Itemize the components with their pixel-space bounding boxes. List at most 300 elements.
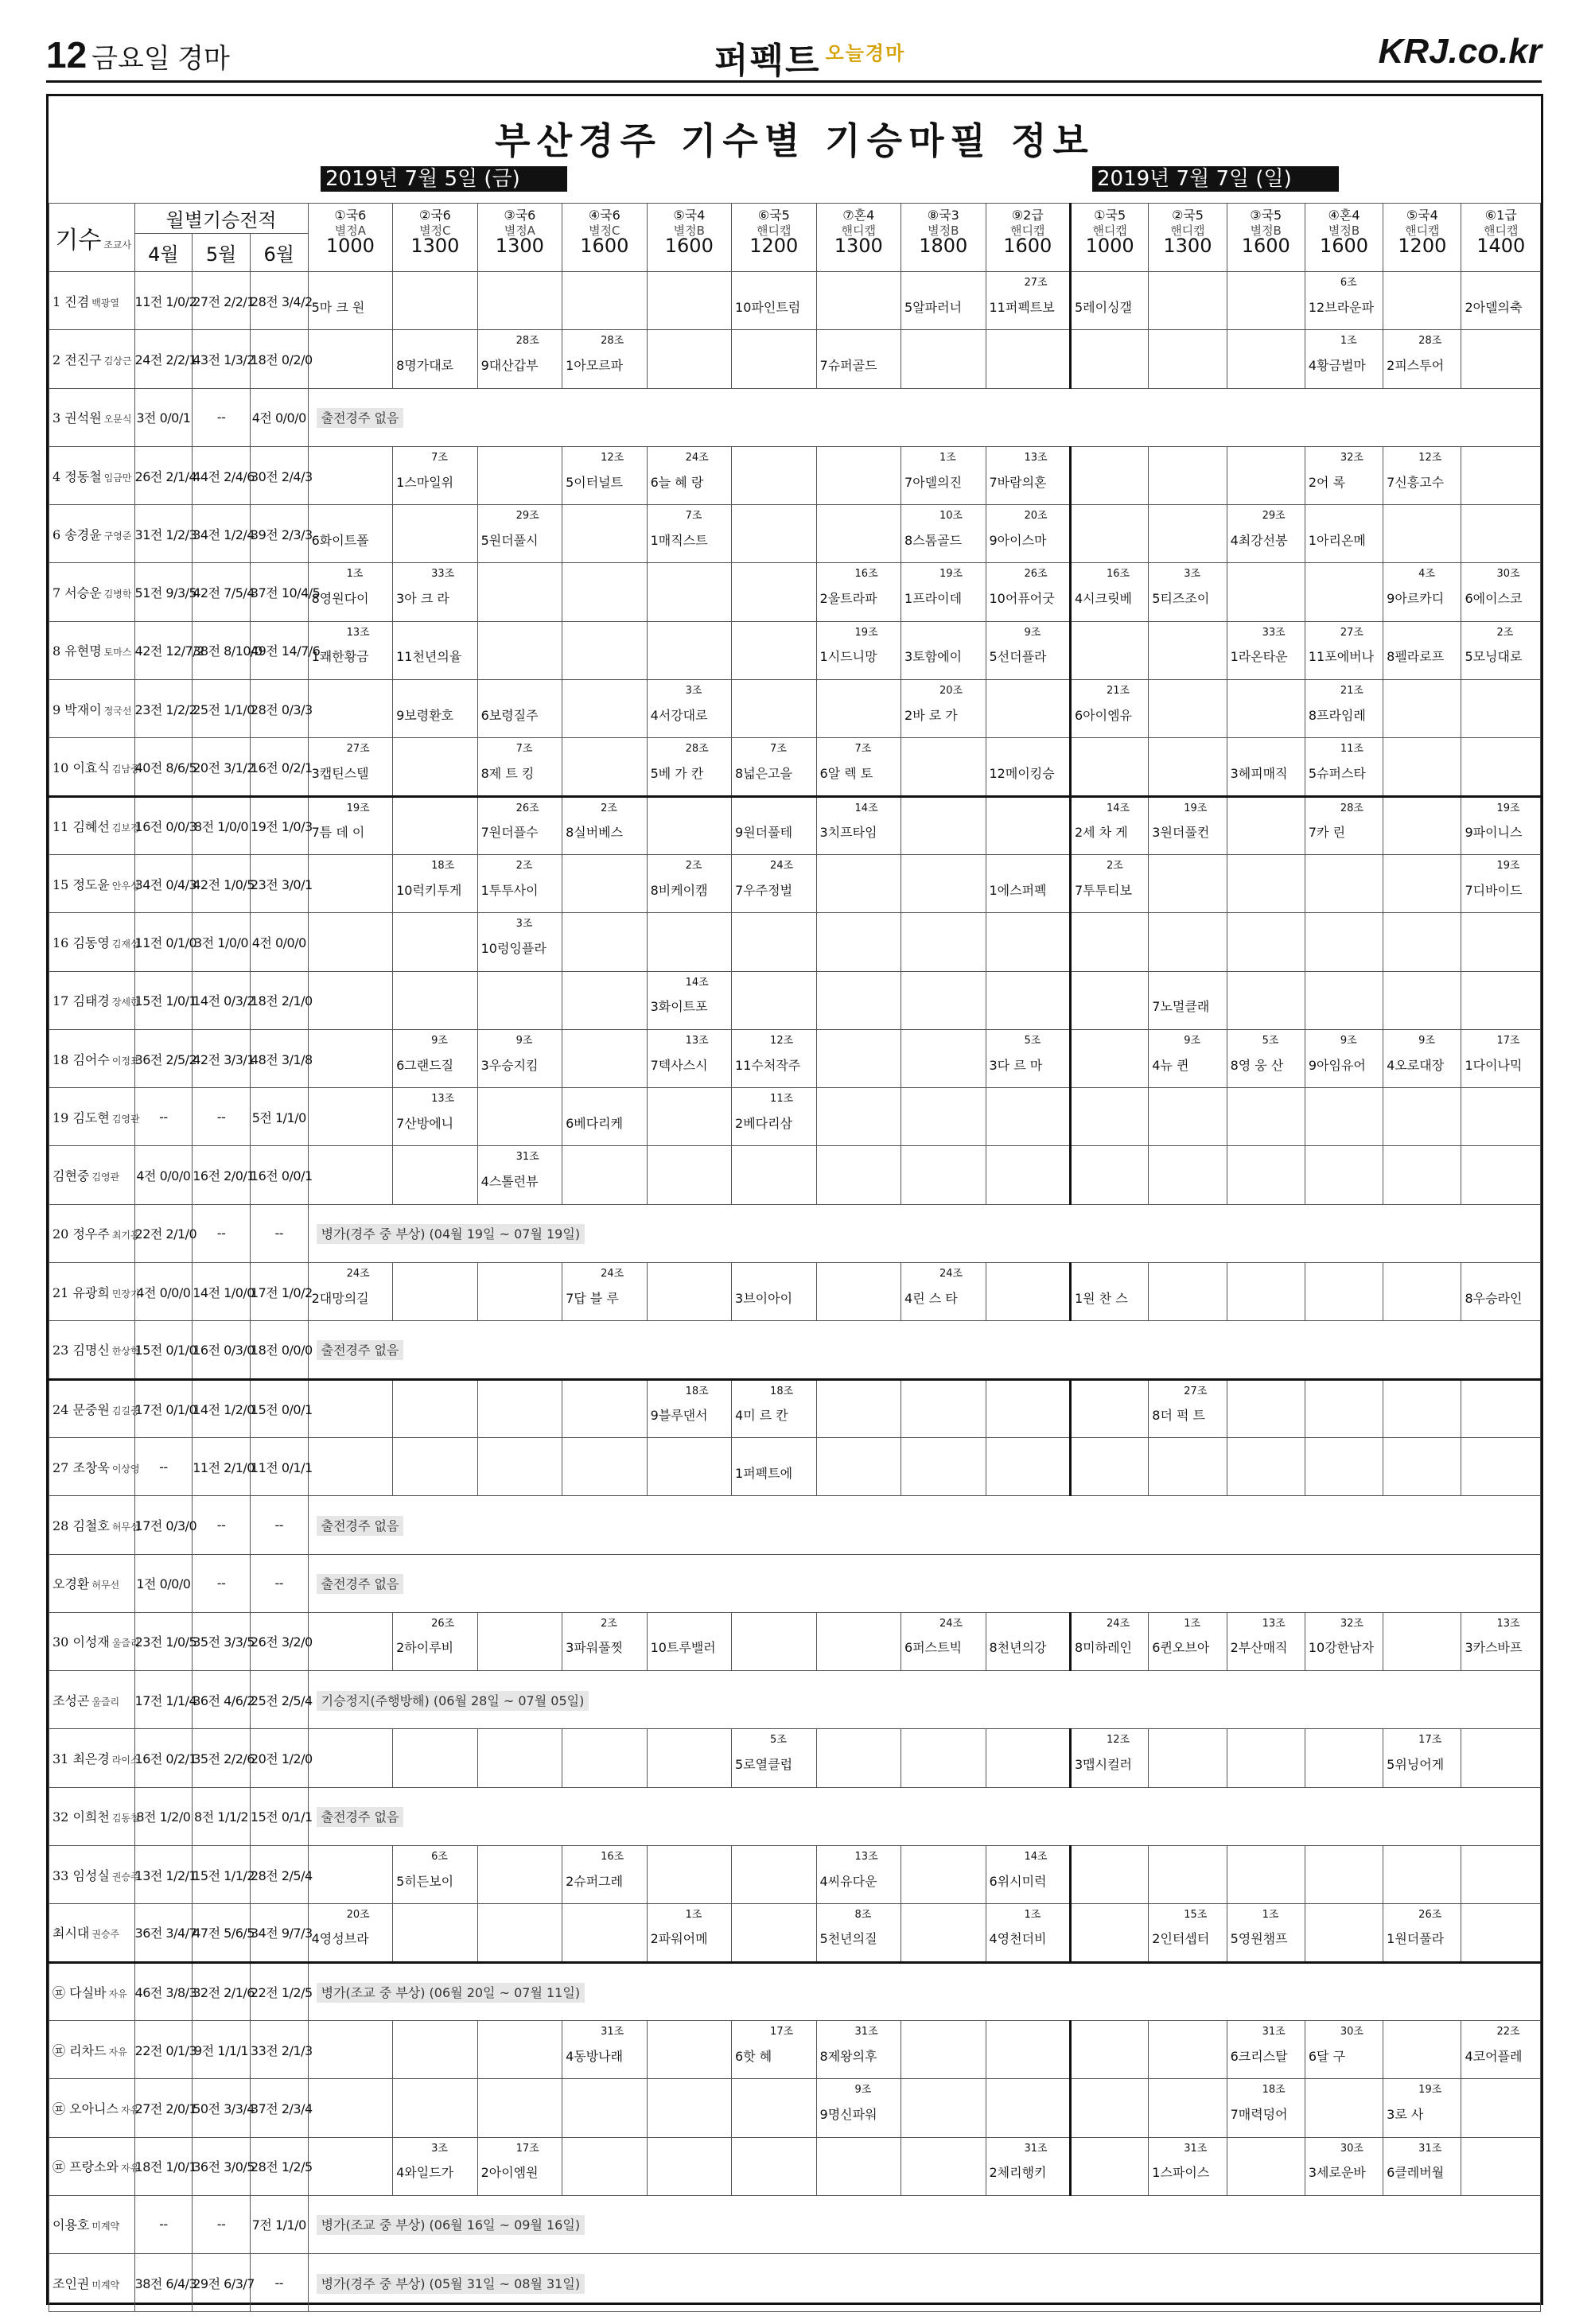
horse-entry: 4와일드가	[396, 2165, 454, 2181]
mount-cell	[1461, 971, 1541, 1029]
gate-label: 19조	[346, 802, 370, 814]
mount-cell	[393, 1088, 477, 1146]
horse-entry: 6알 렉 토	[819, 765, 873, 781]
mount-cell	[1305, 505, 1383, 563]
monthly-record: 35전 2/2/6	[193, 1729, 251, 1787]
jockey-name: 서승운	[64, 585, 102, 601]
mount-cell	[562, 1379, 647, 1437]
mount-cell	[1227, 1904, 1305, 1962]
jockey-number: 6	[53, 527, 61, 542]
mount-cell	[308, 1088, 392, 1146]
jockey-row	[49, 1088, 1541, 1146]
jockey-name: 김명신	[72, 1343, 110, 1358]
jockey-number: 19	[53, 1110, 69, 1125]
mount-cell	[477, 1379, 562, 1437]
monthly-record: 28전 3/4/2	[250, 272, 308, 330]
mount-cell	[477, 1029, 562, 1087]
gate-label: 33조	[1262, 626, 1286, 639]
horse-entry: 10강한남자	[1308, 1640, 1375, 1656]
mount-cell	[562, 913, 647, 971]
horse-entry: 9블루댄서	[650, 1407, 708, 1423]
jockey-row	[49, 446, 1541, 504]
mount-cell	[816, 680, 901, 738]
gate-label: 17조	[515, 2142, 539, 2155]
race-header: ⑥국5 핸디캡 1200	[732, 204, 816, 272]
gate-label: 31조	[1418, 2142, 1442, 2155]
horse-entry: 8제왕의후	[819, 2048, 877, 2064]
jockey-row	[49, 1146, 1541, 1204]
trainer-name: 자유	[120, 2104, 140, 2116]
mount-cell	[393, 330, 477, 388]
gate-label: 26조	[515, 802, 539, 814]
gate-label: 14조	[854, 802, 878, 814]
horse-entry: 6늘 혜 랑	[650, 474, 704, 490]
mount-cell	[816, 913, 901, 971]
gate-label: 3조	[515, 918, 533, 931]
jockey-cell	[49, 272, 135, 330]
race-header: ⑨2급 핸디캡 1600	[986, 204, 1070, 272]
monthly-record: --	[193, 1088, 251, 1146]
trainer-name: 김영관	[91, 1172, 120, 1183]
mount-cell	[816, 1846, 901, 1904]
monthly-record: 25전 2/5/4	[250, 1671, 308, 1729]
gate-label: 9조	[431, 1034, 448, 1047]
mount-cell	[1227, 2137, 1305, 2195]
jockey-row	[49, 1787, 1541, 1845]
mount-cell	[1149, 2020, 1227, 2078]
race-header: ③국6 별정A 1300	[477, 204, 562, 272]
jockey-cell	[49, 1263, 140, 1321]
mount-cell	[477, 854, 562, 912]
jockey-row	[49, 2195, 1541, 2253]
mount-cell	[986, 913, 1070, 971]
horse-entry: 5알파러너	[904, 299, 963, 315]
mount-cell	[562, 2079, 647, 2137]
trainer-name: 미계약	[91, 2221, 120, 2233]
status-note: 병가(조교 중 부상) (06월 20일 ~ 07월 11일)	[317, 1983, 585, 2003]
mount-cell	[901, 913, 986, 971]
horse-entry: 6핫 혜	[735, 2048, 772, 2064]
mount-cell	[1227, 680, 1305, 738]
horse-entry: 7텍사스시	[650, 1057, 708, 1073]
jockey-name: 김철호	[72, 1518, 110, 1533]
gate-label: 26조	[431, 1617, 455, 1630]
trainer-name: 김병학	[103, 589, 132, 600]
mount-cell	[393, 913, 477, 971]
jockey-name: 전진구	[64, 352, 102, 367]
mount-cell	[816, 1029, 901, 1087]
monthly-record: 11전 0/1/1	[250, 1437, 308, 1495]
mount-cell	[901, 272, 986, 330]
horse-entry: 8천년의강	[989, 1640, 1047, 1656]
mount-cell	[393, 621, 477, 679]
jockey-cell	[49, 854, 140, 912]
gate-label: 32조	[1340, 1617, 1363, 1630]
jockey-cell	[49, 2195, 135, 2253]
gate-label: 2조	[1496, 626, 1514, 639]
mount-cell	[308, 913, 392, 971]
monthly-record: 26전 2/1/4	[134, 446, 193, 504]
gate-label: 28조	[1340, 802, 1363, 814]
monthly-record: 4전 0/0/0	[134, 1263, 193, 1321]
horse-entry: 4스톨런뷰	[480, 1174, 539, 1190]
mount-cell	[1227, 2079, 1305, 2137]
horse-entry: 6퀸오브아	[1152, 1640, 1210, 1656]
gate-label: 2조	[601, 1617, 617, 1630]
mount-cell	[1227, 854, 1305, 912]
mount-cell	[1383, 2079, 1461, 2137]
horse-entry: 5베 가 칸	[650, 765, 704, 781]
gate-label: 1조	[685, 1909, 702, 1922]
horse-entry: 1원더풀라	[1387, 1931, 1445, 1947]
gate-label: 14조	[685, 976, 709, 989]
gate-label: 13조	[1024, 451, 1048, 464]
trainer-name: 권승주	[111, 1871, 140, 1883]
jockey-cell	[49, 1962, 135, 2020]
gate-label: 9조	[515, 1034, 533, 1047]
monthly-record: --	[134, 2195, 193, 2253]
trainer-name: 김동철	[111, 1813, 140, 1825]
mount-cell	[1149, 796, 1227, 854]
mount-cell	[477, 272, 562, 330]
mount-cell	[1227, 1846, 1305, 1904]
trainer-name: 자유	[108, 1988, 127, 1999]
gate-label: 29조	[515, 510, 539, 523]
jockey-name: 송경윤	[64, 527, 102, 542]
mount-cell	[1305, 971, 1383, 1029]
mount-cell	[1461, 1146, 1541, 1204]
mount-cell	[986, 1146, 1070, 1204]
mount-cell	[393, 1729, 477, 1787]
jockey-name: 임성실	[72, 1867, 110, 1883]
mount-cell	[986, 738, 1070, 796]
mount-cell	[1461, 505, 1541, 563]
monthly-record: 38전 8/10/0	[193, 621, 251, 679]
monthly-record: 16전 0/3/0	[193, 1321, 251, 1379]
gate-label: 1조	[1184, 1617, 1201, 1630]
date-friday: 2019년 7월 5일 (금)	[321, 166, 567, 192]
gate-label: 2조	[515, 859, 533, 872]
horse-entry: 6아이엠유	[1074, 707, 1132, 723]
horse-entry: 5히든보이	[396, 1873, 454, 1889]
mount-cell	[562, 272, 647, 330]
mount-cell	[1227, 621, 1305, 679]
monthly-record: --	[193, 1496, 251, 1554]
mount-cell	[308, 738, 392, 796]
monthly-record: 35전 3/3/5	[193, 1612, 251, 1670]
jockey-name: 김태경	[72, 993, 110, 1009]
horse-entry: 8제 트 킹	[480, 765, 535, 781]
monthly-record: 47전 5/6/5	[193, 1904, 251, 1962]
horse-entry: 10렁잉플라	[480, 940, 547, 956]
gate-label: 30조	[1340, 2025, 1363, 2038]
jockey-row	[49, 1904, 1541, 1962]
horse-entry: 7바람의혼	[989, 474, 1047, 490]
mount-cell	[1461, 1846, 1541, 1904]
jockey-name: 김도현	[72, 1110, 110, 1125]
mount-cell	[393, 1263, 477, 1321]
mount-cell	[1305, 621, 1383, 679]
jockey-name: 최은경	[72, 1751, 110, 1767]
horse-entry: 5레이싱갤	[1074, 299, 1132, 315]
jockey-cell	[49, 1496, 140, 1554]
mount-cell	[901, 1029, 986, 1087]
mount-cell	[647, 854, 731, 912]
mount-cell	[1305, 913, 1383, 971]
mount-cell	[647, 2020, 731, 2078]
mount-cell	[1383, 1379, 1461, 1437]
month-header: 4월	[134, 234, 193, 272]
mount-cell	[732, 563, 816, 621]
horse-entry: 1퍼펙트에	[735, 1465, 793, 1481]
gate-label: 24조	[770, 859, 794, 872]
mount-cell	[1149, 1379, 1227, 1437]
mount-cell	[308, 971, 392, 1029]
mount-cell	[1227, 796, 1305, 854]
mount-cell	[393, 796, 477, 854]
gate-label: 8조	[854, 1909, 872, 1922]
gate-label: 17조	[1496, 1034, 1520, 1047]
jockey-name: 정동철	[64, 468, 102, 484]
monthly-record: 51전 9/3/5	[134, 563, 193, 621]
jockey-name: 조성곤	[53, 1692, 90, 1708]
horse-entry: 7답 블 루	[566, 1290, 619, 1306]
mount-cell	[732, 1029, 816, 1087]
jockey-name: 이효식	[72, 760, 110, 775]
mount-cell	[1383, 563, 1461, 621]
mount-cell	[308, 1379, 392, 1437]
horse-entry: 4영천더비	[989, 1931, 1047, 1947]
mount-cell	[1383, 796, 1461, 854]
mount-cell	[1149, 621, 1227, 679]
page-number: 12 금요일 경마	[46, 34, 230, 76]
gate-label: 7조	[515, 743, 533, 756]
gate-label: 31조	[1262, 2025, 1286, 2038]
horse-entry: 10파인트럼	[735, 299, 801, 315]
mount-cell	[732, 1846, 816, 1904]
mount-cell	[393, 1846, 477, 1904]
mount-cell	[1305, 1263, 1383, 1321]
gate-label: 19조	[1184, 802, 1208, 814]
horse-entry: 3화이트포	[650, 999, 708, 1015]
mount-cell	[816, 1729, 901, 1787]
mount-cell	[816, 1379, 901, 1437]
mount-cell	[986, 1904, 1070, 1962]
jockey-row	[49, 2137, 1541, 2195]
mount-cell	[986, 330, 1070, 388]
jockey-number: 30	[53, 1634, 69, 1650]
horse-entry: 8실버베스	[566, 824, 624, 840]
monthly-record: --	[250, 1496, 308, 1554]
trainer-name: 정국선	[103, 705, 132, 717]
gate-label: 31조	[1024, 2142, 1048, 2155]
mount-cell	[1227, 971, 1305, 1029]
mount-cell	[986, 446, 1070, 504]
mount-cell	[393, 1146, 477, 1204]
mount-cell	[1227, 1729, 1305, 1787]
gate-label: 9조	[1340, 1034, 1357, 1047]
jockey-number: 17	[53, 993, 69, 1009]
mount-cell	[1070, 1146, 1148, 1204]
horse-entry: 2울트라파	[819, 591, 877, 607]
monthly-record: 43전 1/3/2	[193, 330, 251, 388]
horse-entry: 7투투티보	[1074, 882, 1132, 898]
mount-cell	[562, 854, 647, 912]
gate-label: 19조	[1496, 802, 1520, 814]
mount-cell	[308, 563, 392, 621]
monthly-record: 17전 0/3/0	[134, 1496, 193, 1554]
monthly-record: --	[193, 2195, 251, 2253]
horse-entry: 8영원다이	[311, 591, 369, 607]
gate-label: 13조	[1262, 1617, 1286, 1630]
gate-label: 11조	[1340, 743, 1363, 756]
monthly-record: 16전 0/0/1	[250, 1146, 308, 1204]
mount-cell	[562, 563, 647, 621]
race-header: ②국6 별정C 1300	[393, 204, 477, 272]
trainer-name: 최기홍	[111, 1230, 140, 1242]
mount-cell	[1305, 738, 1383, 796]
gate-label: 11조	[770, 1093, 794, 1106]
mount-cell	[1305, 854, 1383, 912]
jockey-row	[49, 1729, 1541, 1787]
mount-cell	[647, 330, 731, 388]
mount-cell	[1305, 1146, 1383, 1204]
mount-cell	[986, 272, 1070, 330]
jockey-name: 문중원	[72, 1401, 110, 1417]
horse-entry: 8명가대로	[396, 357, 454, 373]
status-note-cell	[308, 1787, 1540, 1845]
gate-label: 9조	[1024, 626, 1041, 639]
mount-cell	[1461, 913, 1541, 971]
jockey-number: 8	[53, 643, 61, 659]
mount-cell	[1149, 1146, 1227, 1204]
jockey-row	[49, 1437, 1541, 1495]
mount-cell	[986, 2137, 1070, 2195]
monthly-record: 11전 1/0/2	[134, 272, 193, 330]
horse-entry: 9원더풀테	[735, 824, 793, 840]
jockey-row	[49, 1554, 1541, 1612]
gate-label: 6조	[1340, 277, 1357, 289]
status-note: 병가(경주 중 부상) (04월 19일 ~ 07월 19일)	[317, 1224, 585, 1244]
mount-cell	[1383, 621, 1461, 679]
jockey-number: 31	[53, 1751, 69, 1767]
gate-label: 19조	[854, 626, 878, 639]
jockey-cell	[49, 446, 135, 504]
monthly-record: 11전 2/1/0	[193, 1437, 251, 1495]
horse-entry: 3캡틴스텔	[311, 765, 369, 781]
gate-label: 1조	[1262, 1909, 1279, 1922]
mount-cell	[732, 446, 816, 504]
horse-entry: 6클레버월	[1387, 2165, 1445, 2181]
horse-entry: 1에스퍼펙	[989, 882, 1047, 898]
monthly-record: 15전 1/1/2	[193, 1846, 251, 1904]
mount-cell	[816, 621, 901, 679]
mount-cell	[477, 1088, 562, 1146]
mount-cell	[986, 1263, 1070, 1321]
jockey-row	[49, 680, 1541, 738]
jockey-name: 유광희	[72, 1284, 110, 1300]
trainer-name: 임금만	[103, 472, 132, 484]
monthly-record: --	[250, 1554, 308, 1612]
mount-cell	[647, 2137, 731, 2195]
mount-cell	[1383, 1263, 1461, 1321]
gate-label: 16조	[601, 1851, 624, 1863]
mount-cell	[1149, 1437, 1227, 1495]
gate-label: 1조	[939, 451, 956, 464]
gate-label: 18조	[1262, 2084, 1286, 2097]
jockey-row	[49, 1962, 1541, 2020]
mount-cell	[1305, 272, 1383, 330]
trainer-name: 김길중	[111, 1405, 140, 1417]
horse-entry: 10럭키투게	[396, 882, 462, 898]
mount-cell	[1383, 971, 1461, 1029]
monthly-record: --	[193, 1204, 251, 1262]
mount-cell	[1149, 854, 1227, 912]
jockey-name: 리차드	[69, 2042, 107, 2058]
monthly-record: 15전 0/0/1	[250, 1379, 308, 1437]
status-note-cell	[308, 1204, 1540, 1262]
mount-cell	[901, 330, 986, 388]
mount-cell	[477, 1729, 562, 1787]
horse-entry: 7산방에니	[396, 1115, 454, 1131]
mount-cell	[1383, 1437, 1461, 1495]
mount-cell	[986, 796, 1070, 854]
status-note-cell	[308, 1671, 1540, 1729]
mount-cell	[1305, 1612, 1383, 1670]
mount-cell	[1070, 913, 1148, 971]
gate-label: 12조	[601, 451, 624, 464]
jockey-number: 1	[53, 293, 61, 309]
mount-cell	[1461, 2137, 1541, 2195]
mount-cell	[647, 1088, 731, 1146]
mount-cell	[1383, 446, 1461, 504]
monthly-record: 22전 0/1/3	[134, 2020, 193, 2078]
jockey-number: 27	[53, 1459, 69, 1475]
horse-entry: 7노멀클래	[1152, 999, 1210, 1015]
mount-cell	[1227, 1612, 1305, 1670]
trainer-name: 권승주	[91, 1929, 120, 1941]
horse-entry: 1스마일위	[396, 474, 454, 490]
mount-cell	[1461, 1029, 1541, 1087]
mount-cell	[1305, 796, 1383, 854]
mount-cell	[901, 854, 986, 912]
mount-cell	[816, 2079, 901, 2137]
mount-cell	[986, 1088, 1070, 1146]
gate-label: 10조	[939, 510, 963, 523]
horse-entry: 3로 사	[1387, 2106, 1424, 2122]
gate-label: 26조	[1024, 568, 1048, 581]
horse-entry: 1시드니망	[819, 649, 877, 665]
monthly-record: 11전 0/1/0	[134, 913, 193, 971]
jockey-cell	[49, 738, 140, 796]
monthly-record: --	[250, 2254, 308, 2312]
mount-cell	[901, 1379, 986, 1437]
mount-cell	[1305, 680, 1383, 738]
trainer-name: 허무선	[91, 1580, 120, 1591]
mount-cell	[647, 621, 731, 679]
mount-cell	[986, 1846, 1070, 1904]
status-note: 출전경주 없음	[317, 1574, 404, 1594]
status-note-cell	[308, 1554, 1540, 1612]
jockey-cell	[49, 2079, 140, 2137]
mount-cell	[901, 2079, 986, 2137]
monthly-record: 1전 0/0/0	[134, 1554, 193, 1612]
jockey-cell	[49, 563, 135, 621]
mount-cell	[562, 680, 647, 738]
jockey-number: 10	[53, 760, 69, 775]
mount-cell	[1461, 1612, 1541, 1670]
horse-entry: 6베다리케	[566, 1115, 624, 1131]
